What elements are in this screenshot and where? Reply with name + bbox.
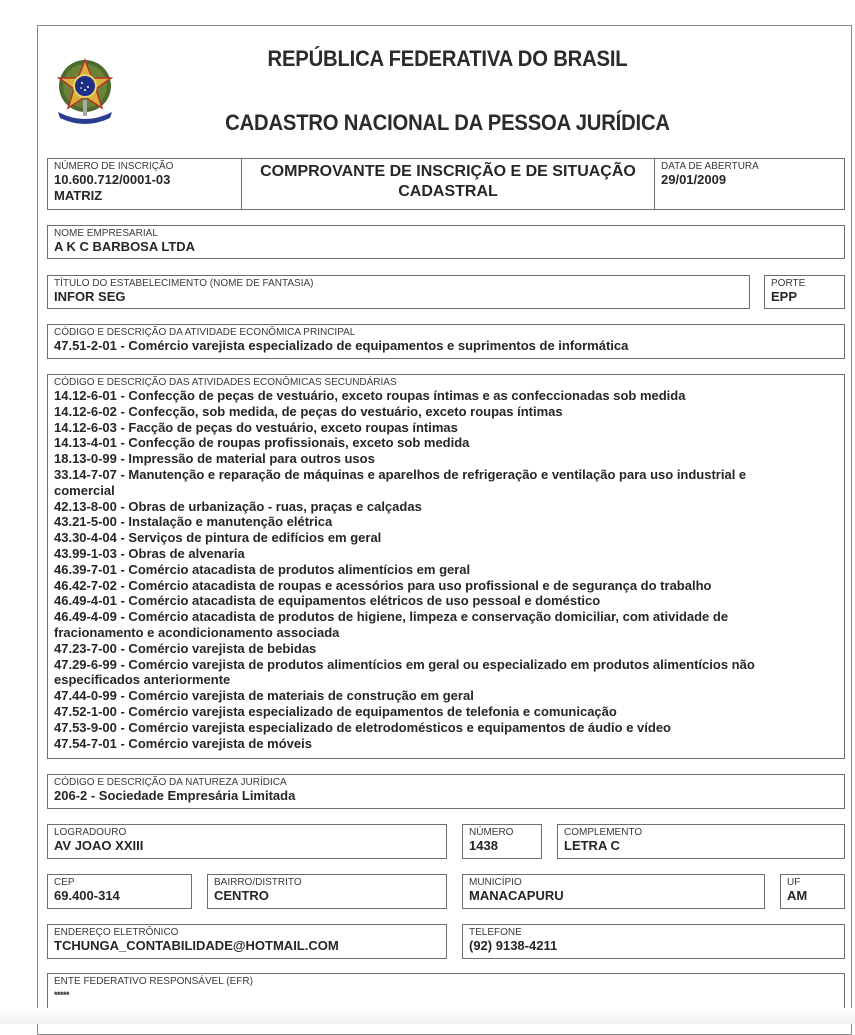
- list-item: 47.52-1-00 - Comércio varejista especializado de equipamentos de telefonia e comunicação: [54, 703, 617, 719]
- uf-box: [780, 874, 845, 909]
- list-item: 47.29-6-99 - Comércio varejista de produtos alimentícios em geral ou especializado em produtos alimentícios não: [54, 656, 755, 672]
- list-item: 14.13-4-01 - Confecção de roupas profissionais, exceto sob medida: [54, 435, 470, 451]
- complemento-box: [557, 824, 845, 859]
- atividades-secundarias-box: [47, 374, 845, 759]
- list-item: 33.14-7-07 - Manutenção e reparação de máquinas e aparelhos de refrigeração e ventilação para uso industrial e: [54, 466, 747, 482]
- list-item: 42.13-8-00 - Obras de urbanização - ruas, praças e calçadas: [54, 498, 422, 514]
- efr-label: ENTE FEDERATIVO RESPONSÁVEL (EFR): [54, 976, 253, 987]
- natureza-juridica-value: 206-2 - Sociedade Empresária Limitada: [54, 788, 296, 803]
- nome-empresarial-box: [47, 225, 845, 259]
- list-item: 43.30-4-04 - Serviços de pintura de edifícios em geral: [54, 530, 382, 546]
- email-label: ENDEREÇO ELETRÔNICO: [54, 927, 179, 938]
- porte-box: [764, 275, 845, 309]
- inscricao-type: MATRIZ: [54, 188, 103, 203]
- telefone-label: TELEFONE: [469, 927, 522, 938]
- logradouro-box: [47, 824, 447, 859]
- municipio-value: MANACAPURU: [469, 888, 564, 903]
- titulo-estabelecimento-label: TÍTULO DO ESTABELECIMENTO (NOME DE FANTASIA): [54, 278, 314, 289]
- atividade-principal-label: CÓDIGO E DESCRIÇÃO DA ATIVIDADE ECONÔMICA PRINCIPAL: [54, 327, 356, 338]
- municipio-label: MUNICÍPIO: [469, 877, 522, 888]
- porte-label: PORTE: [771, 278, 806, 289]
- inscricao-number: 10.600.712/0001-03: [54, 172, 171, 187]
- atividade-principal-box: [47, 324, 845, 359]
- abertura-cell: [655, 159, 759, 188]
- atividades-secundarias-label: CÓDIGO E DESCRIÇÃO DAS ATIVIDADES ECONÔMICAS SECUNDÁRIAS: [54, 377, 397, 388]
- atividade-principal-value: 47.51-2-01 - Comércio varejista especializado de equipamentos e suprimentos de informática: [54, 338, 629, 353]
- bottom-shadow: [0, 1008, 855, 1024]
- list-item: 47.23-7-00 - Comércio varejista de bebidas: [54, 640, 317, 656]
- nome-empresarial-label: NOME EMPRESARIAL: [54, 228, 158, 239]
- numero-box: [462, 824, 542, 859]
- list-item: 46.49-4-09 - Comércio atacadista de produtos de higiene, limpeza e conservação domiciliar, com atividade de: [54, 609, 729, 625]
- inscricao-row: [47, 158, 845, 210]
- nome-empresarial-value: A K C BARBOSA LTDA: [54, 239, 196, 254]
- list-item: 46.42-7-02 - Comércio atacadista de roupas e acessórios para uso profissional e de segurança do trabalho: [54, 577, 712, 593]
- bairro-label: BAIRRO/DISTRITO: [214, 877, 302, 888]
- municipio-box: [462, 874, 765, 909]
- bairro-value: CENTRO: [214, 888, 269, 903]
- efr-box: [47, 973, 845, 1009]
- uf-label: UF: [787, 877, 801, 888]
- abertura-value: 29/01/2009: [661, 172, 727, 187]
- document-title: [241, 159, 655, 209]
- bairro-box: [207, 874, 447, 909]
- document-title-line1: COMPROVANTE DE INSCRIÇÃO E DE SITUAÇÃO: [260, 163, 636, 180]
- numero-value: 1438: [469, 838, 498, 853]
- porte-value: EPP: [771, 289, 798, 304]
- atividades-secundarias-list: [54, 388, 844, 751]
- list-item: 46.49-4-01 - Comércio atacadista de equipamentos elétricos de uso pessoal e doméstico: [54, 593, 601, 609]
- titulo-estabelecimento-value: INFOR SEG: [54, 289, 126, 304]
- telefone-value: (92) 9138-4211: [469, 938, 558, 953]
- list-item: comercial: [54, 482, 115, 498]
- logradouro-value: AV JOAO XXIII: [54, 838, 144, 853]
- inscricao-label: NÚMERO DE INSCRIÇÃO: [54, 161, 174, 172]
- telefone-box: [462, 924, 845, 959]
- complemento-label: COMPLEMENTO: [564, 827, 643, 838]
- list-item: 14.12-6-03 - Facção de peças do vestuário, exceto roupas íntimas: [54, 419, 458, 435]
- list-item: 47.54-7-01 - Comércio varejista de móveis: [54, 735, 312, 751]
- uf-value: AM: [787, 888, 808, 903]
- list-item: 47.44-0-99 - Comércio varejista de materiais de construção em geral: [54, 688, 474, 704]
- header-cadastro: CADASTRO NACIONAL DA PESSOA JURÍDICA: [225, 110, 670, 135]
- header-republica: REPÚBLICA FEDERATIVA DO BRASIL: [267, 46, 628, 71]
- abertura-label: DATA DE ABERTURA: [661, 161, 759, 172]
- email-value: TCHUNGA_CONTABILIDADE@HOTMAIL.COM: [54, 938, 339, 953]
- natureza-juridica-box: [47, 774, 845, 809]
- list-item: 14.12-6-02 - Confecção, sob medida, de peças do vestuário, exceto roupas íntimas: [54, 403, 563, 419]
- complemento-value: LETRA C: [564, 838, 620, 853]
- numero-label: NÚMERO: [469, 827, 514, 838]
- efr-value: *****: [54, 990, 70, 1000]
- titulo-estabelecimento-box: [47, 275, 750, 309]
- document-title-line2: CADASTRAL: [398, 183, 498, 200]
- cep-label: CEP: [54, 877, 75, 888]
- email-box: [47, 924, 447, 959]
- cep-value: 69.400-314: [54, 888, 120, 903]
- list-item: 43.21-5-00 - Instalação e manutenção elétrica: [54, 514, 333, 530]
- list-item: 47.53-9-00 - Comércio varejista especializado de eletrodomésticos e equipamentos de áudio e vídeo: [54, 719, 671, 735]
- natureza-juridica-label: CÓDIGO E DESCRIÇÃO DA NATUREZA JURÍDICA: [54, 777, 287, 788]
- logradouro-label: LOGRADOURO: [54, 827, 127, 838]
- list-item: 14.12-6-01 - Confecção de peças de vestuário, exceto roupas íntimas e as confeccionadas sob medida: [54, 388, 686, 403]
- list-item: fracionamento e acondicionamento associada: [54, 624, 340, 640]
- list-item: especificados anteriormente: [54, 672, 231, 688]
- list-item: 43.99-1-03 - Obras de alvenaria: [54, 545, 245, 561]
- list-item: 18.13-0-99 - Impressão de material para outros usos: [54, 451, 375, 467]
- cep-box: [47, 874, 192, 909]
- list-item: 46.39-7-01 - Comércio atacadista de produtos alimentícios em geral: [54, 561, 471, 577]
